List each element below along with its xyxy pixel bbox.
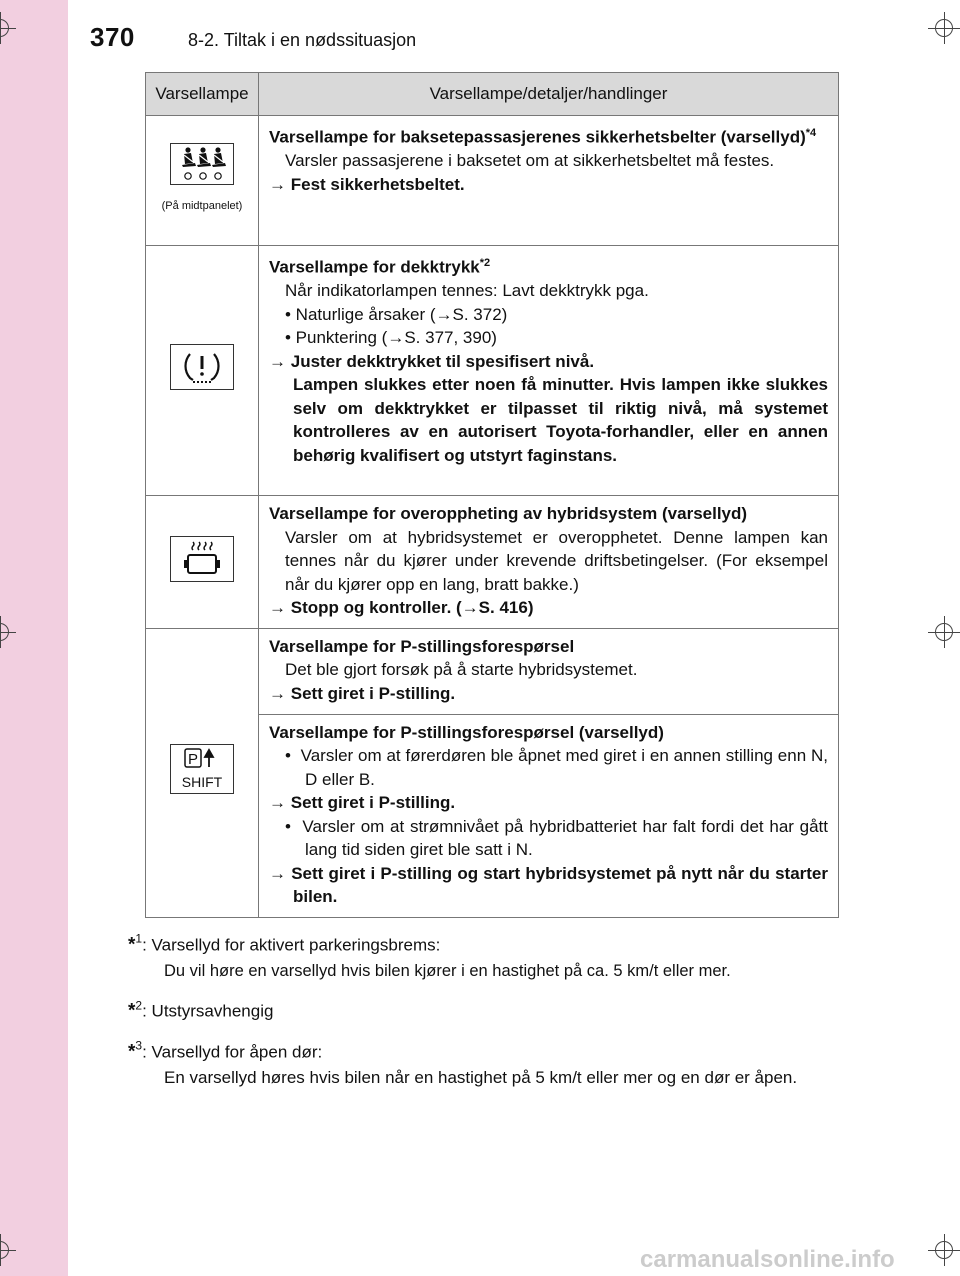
footnote: *$^1$: Varsellyd for aktivert parkeringsbrems: Du vil høre en varsellyd hvis bilen kjører i en hastighet på ca. 5 km/t eller mer. bbox=[128, 932, 731, 981]
action-text: → Sett giret i P-stilling og start hybridsystemet på nytt når du starter bilen. bbox=[269, 863, 828, 906]
icon-cell bbox=[146, 496, 259, 629]
details-cell bbox=[259, 246, 839, 496]
icon-cell bbox=[146, 628, 259, 917]
details-cell bbox=[259, 714, 839, 917]
table-row bbox=[146, 628, 839, 714]
arrow-icon: → bbox=[269, 793, 286, 812]
column-header-light: Varsellampe bbox=[146, 73, 259, 116]
warning-description: Varsler passasjerene i baksetet om at sikkerhetsbeltet må festes. bbox=[285, 151, 775, 171]
icon-caption: (På midtpanelet) bbox=[161, 200, 243, 212]
warning-title: Varsellampe for dekktrykk$^{*2}$ bbox=[269, 257, 491, 277]
warning-title: Varsellampe for P-stillingsforespørsel bbox=[269, 636, 575, 656]
arrow-icon: → bbox=[269, 598, 286, 617]
footnotes bbox=[128, 926, 833, 1099]
details-cell bbox=[259, 628, 839, 714]
arrow-icon: → bbox=[269, 683, 286, 703]
table-header-row bbox=[146, 73, 839, 116]
p-shift-warning-icon bbox=[170, 744, 234, 794]
page-number: 370 bbox=[90, 22, 135, 52]
tire-pressure-warning-icon bbox=[170, 344, 234, 390]
warning-description: Når indikatorlampen tennes: Lavt dekktrykk pga. bbox=[285, 281, 649, 301]
bullet-item: • Varsler om at strømnivået på hybridbatteriet har falt fordi det har gått lang tid siden giret ble satt i N. bbox=[285, 816, 829, 859]
arrow-icon: → bbox=[269, 863, 286, 883]
action-detail: Lampen slukkes etter noen få minutter. Hvis lampen ikke slukkes selv om dekktrykket er tilpasset til riktig nivå, må systemet kontrolleres av en autorisert Toyota-forhandler, eller en annen behørig kvalifisert og utstyrt faginstans. bbox=[293, 375, 828, 465]
bullet-item: • Naturlige årsaker (→S. 372) bbox=[285, 304, 508, 324]
column-header-details: Varsellampe/detaljer/handlinger bbox=[259, 73, 839, 116]
action-text: → Stopp og kontroller. (→S. 416) bbox=[269, 598, 534, 617]
action-text: → Sett giret i P-stilling. bbox=[269, 793, 456, 812]
p-letter: P bbox=[187, 751, 199, 769]
chapter-sidebar bbox=[0, 0, 68, 1276]
action-text: → Juster dekktrykket til spesifisert nivå. bbox=[269, 351, 595, 371]
warning-description: Varsler om at hybridsystemet er overopphetet. Denne lampen kan tennes når du kjører under krevende driftsbetingelser. (For eksempel når du kjører opp en lang, bratt bakke.) bbox=[285, 527, 828, 594]
warning-light-table bbox=[145, 72, 839, 918]
footnote: *$^2$: Utstyrsavhengig bbox=[128, 998, 274, 1022]
arrow-icon: → bbox=[269, 174, 286, 194]
bullet-item: • Punktering (→S. 377, 390) bbox=[285, 328, 497, 348]
warning-title: Varsellampe for P-stillingsforespørsel (varsellyd) bbox=[269, 722, 664, 742]
details-cell bbox=[259, 496, 839, 629]
warning-description: Det ble gjort forsøk på å starte hybridsystemet. bbox=[285, 660, 638, 679]
warning-title: Varsellampe for overoppheting av hybridsystem (varsellyd) bbox=[269, 504, 748, 523]
details-cell bbox=[259, 116, 839, 246]
table-row bbox=[146, 496, 839, 629]
action-text: → Sett giret i P-stilling. bbox=[269, 683, 456, 703]
icon-cell bbox=[146, 246, 259, 496]
action-text: → Fest sikkerhetsbeltet. bbox=[269, 174, 465, 194]
rear-seatbelt-warning-icon bbox=[170, 143, 234, 185]
table-row bbox=[146, 246, 839, 496]
shift-label: SHIFT bbox=[181, 774, 223, 791]
table-row bbox=[146, 116, 839, 246]
bullet-item: • Varsler om at førerdøren ble åpnet med giret i en annen stilling enn N, D eller B. bbox=[285, 746, 828, 789]
section-title: 8-2. Tiltak i en nødssituasjon bbox=[188, 30, 417, 50]
arrow-icon: → bbox=[269, 351, 286, 371]
warning-title: Varsellampe for baksetepassasjerenes sikkerhetsbelter (varsellyd)$^{*4}$ bbox=[269, 127, 817, 147]
icon-cell bbox=[146, 116, 259, 246]
footnote: *$^3$: Varsellyd for åpen dør: En varsellyd høres hvis bilen når en hastighet på 5 km/t eller mer og en dør er åpen. bbox=[128, 1038, 798, 1087]
watermark: carmanualsonline.info bbox=[640, 1246, 895, 1273]
hybrid-overheat-warning-icon bbox=[170, 536, 234, 582]
